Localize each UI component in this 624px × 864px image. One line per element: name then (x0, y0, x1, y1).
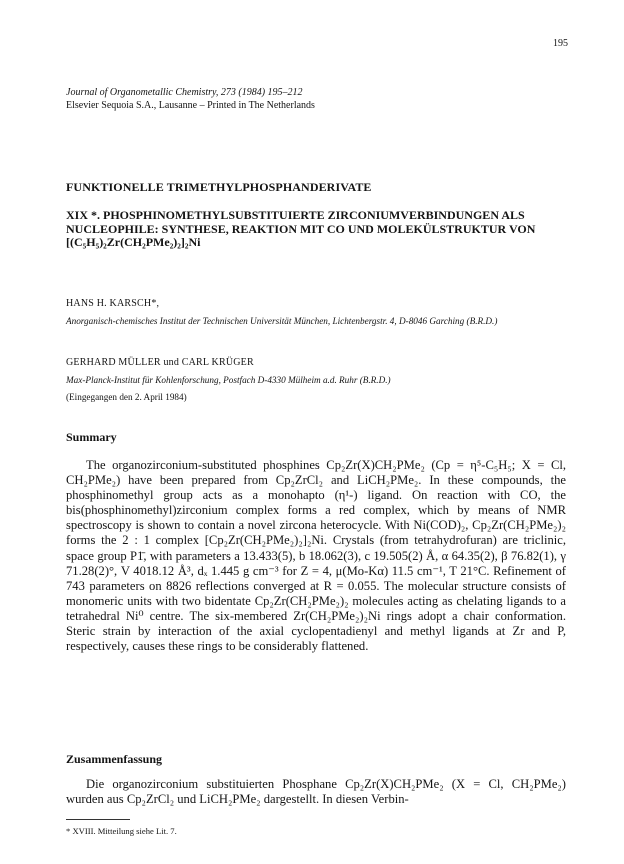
author-mueller-krueger: GERHARD MÜLLER und CARL KRÜGER (66, 357, 254, 368)
received-date: (Eingegangen den 2. April 1984) (66, 392, 187, 402)
affiliation-mpi: Max-Planck-Institut für Kohlenforschung, Postfach D-4330 Mülheim a.d. Ruhr (B.R.D.) (66, 375, 391, 385)
zusammenfassung-text: Die organozirconium substituierten Phosphane Cp₂Zr(X)CH₂PMe₂ (X = Cl, CH₂PMe₂) wurden aus Cp₂ZrCl₂ und LiCH₂PMe₂ dargestellt. In diesen Verbin- (66, 777, 566, 807)
journal-publisher: Elsevier Sequoia S.A., Lausanne – Printed in The Netherlands (66, 100, 315, 111)
journal-citation: Journal of Organometallic Chemistry, 273 (1984) 195–212 (66, 87, 303, 98)
page-number: 195 (553, 38, 568, 49)
footnote-rule (66, 819, 130, 820)
summary-text: The organozirconium-substituted phosphines Cp₂Zr(X)CH₂PMe₂ (Cp = η⁵-C₅H₅; X = Cl, CH₂PMe₂) have been prepared from Cp₂ZrCl₂ and LiCH₂PMe₂. In these compounds, the phosphinomethyl group acts as a monohapto (η¹-) ligand. On reaction with CO, the bis(phosphinomethyl)zirconium complex forms a red complex, which by means of NMR spectroscopy is shown to contain a novel zircona heterocycle. With Ni(COD)₂, Cp₂Zr(CH₂PMe₂)₂ forms the 2 : 1 complex [Cp₂Zr(CH₂PMe₂)₂]₂Ni. Crystals (from tetrahydrofuran) are triclinic, space group P1̄, with parameters a 13.433(5), b 18.062(3), c 19.505(2) Å, α 64.35(2), β 76.82(1), γ 71.28(2)°, V 4018.12 Å³, dₓ 1.445 g cm⁻³ for Z = 4, μ(Mo-Kα) 11.5 cm⁻¹, T 21°C. Refinement of 743 parameters on 8826 reflections converged at R = 0.055. The molecular structure consists of monomeric units with two bidentate Cp₂Zr(CH₂PMe₂)₂ molecules acting as chelating ligands to a tetrahedral Ni⁰ centre. The six-membered Zr(CH₂PMe₂)₂Ni rings adopt a chair conformation. Steric strain by interaction of the axial cyclopentadienyl and methyl ligands at Zr and P, respectively, causes these rings to be considerably flattened. (66, 458, 566, 654)
author-karsch: HANS H. KARSCH*, (66, 298, 160, 309)
zusammenfassung-heading: Zusammenfassung (66, 752, 163, 766)
summary-heading: Summary (66, 430, 117, 444)
paper-title: XIX *. PHOSPHINOMETHYLSUBSTITUIERTE ZIRCONIUMVERBINDUNGEN ALS NUCLEOPHILE: SYNTHESE, REAKTION MIT CO UND MOLEKÜLSTRUKTUR VON [(C₅H₅)₂Zr(CH₂PMe₂)₂]₂Ni (66, 208, 536, 249)
journal-info (66, 86, 566, 112)
series-title: FUNKTIONELLE TRIMETHYLPHOSPHANDERIVATE (66, 180, 372, 194)
footnote: * XVIII. Mitteilung siehe Lit. 7. (66, 826, 177, 836)
affiliation-karsch: Anorganisch-chemisches Institut der Technischen Universität München, Lichtenbergstr. 4, D-8046 Garching (B.R.D.) (66, 316, 498, 326)
